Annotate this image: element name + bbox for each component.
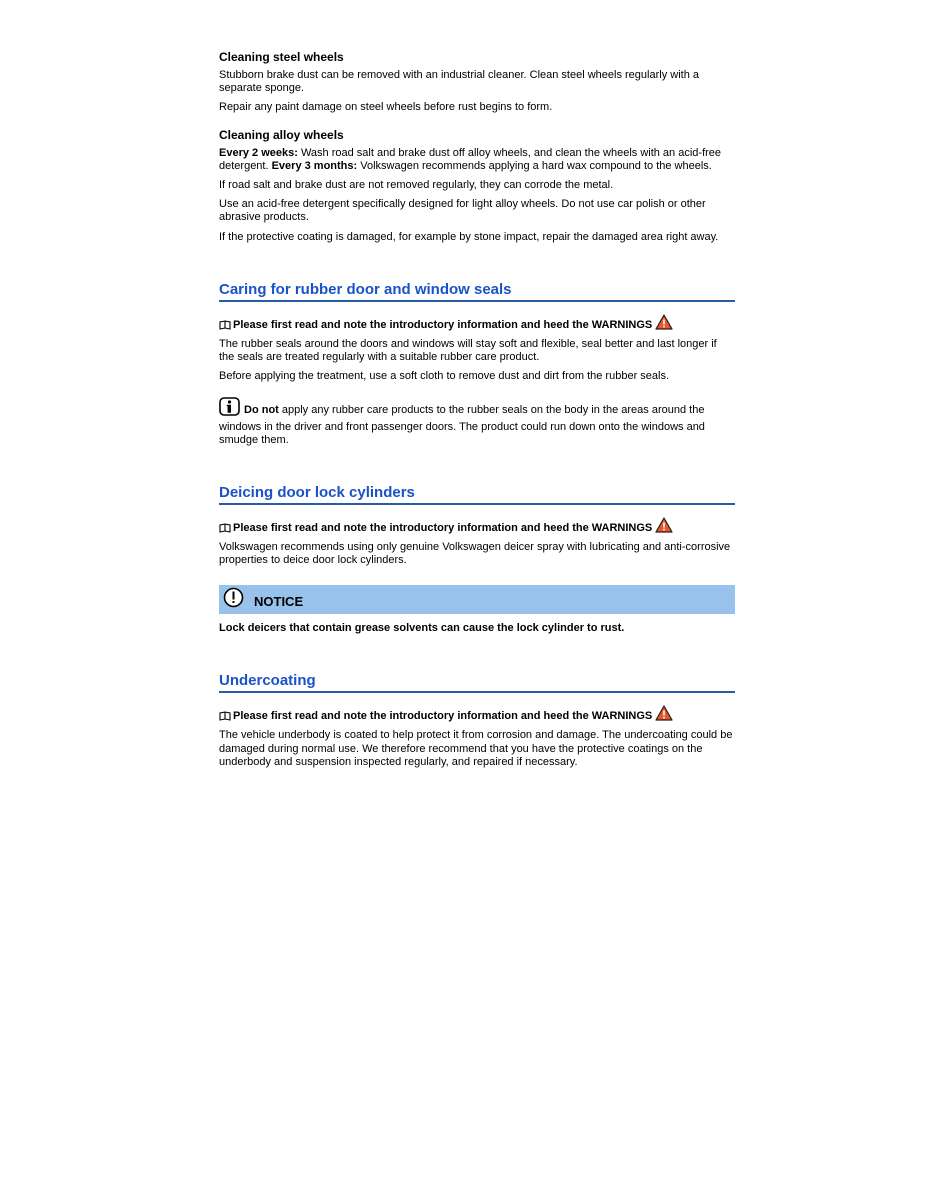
warning-triangle-icon xyxy=(655,705,673,726)
paragraph xyxy=(219,338,735,364)
paragraph xyxy=(219,69,735,95)
text-run: If road salt and brake dust are not removed regularly, they can corrode the metal. xyxy=(219,179,614,192)
warning-triangle-icon xyxy=(655,314,673,335)
bold-run: Every 3 months: xyxy=(271,159,358,172)
text-run: Repair any paint damage on steel wheels before rust begins to form. xyxy=(219,101,553,114)
text-run: Volkswagen recommends applying a hard wax compound to the wheels. xyxy=(357,159,712,172)
text-run: Before applying the treatment, use a soft cloth to remove dust and dirt from the rubber seals. xyxy=(219,370,670,383)
exclamation-circle-icon xyxy=(223,587,244,613)
paragraph xyxy=(219,370,735,383)
open-book-icon xyxy=(219,522,231,538)
notice-box xyxy=(219,585,735,614)
reference-text: Please first read and note the introductory information and heed the WARNINGS xyxy=(233,318,653,331)
steel-wheels-body xyxy=(219,69,735,115)
text-run: If the protective coating is damaged, for example by stone impact, repair the damaged area right away. xyxy=(219,230,719,243)
reference-text: Please first read and note the introductory information and heed the WARNINGS xyxy=(233,710,653,723)
text-run: Wash road salt and brake dust off alloy wheels, and clean the wheels with an acid-free detergent. xyxy=(219,146,722,172)
rubber-seals-heading: Caring for rubber door and window seals xyxy=(219,280,735,302)
warning-triangle-icon xyxy=(655,517,673,538)
info-icon xyxy=(219,397,240,420)
paragraph xyxy=(219,541,735,567)
undercoating-heading: Undercoating xyxy=(219,671,735,693)
open-book-icon xyxy=(219,319,231,335)
warnings-reference[interactable] xyxy=(219,314,735,335)
paragraph xyxy=(219,147,735,173)
notice-title: NOTICE xyxy=(254,594,304,610)
text-run: The vehicle underbody is coated to help protect it from corrosion and damage. The undercoating could be damaged during normal use. We therefore recommend that you have the protective coatings on the underbody and suspension inspected regularly, and repaired if necessary. xyxy=(219,729,733,768)
paragraph xyxy=(219,198,735,224)
steel-wheels-heading: Cleaning steel wheels xyxy=(219,50,344,64)
info-note xyxy=(219,397,735,447)
alloy-wheels-heading: Cleaning alloy wheels xyxy=(219,127,344,142)
text-run: The rubber seals around the doors and windows will stay soft and flexible, seal better and last longer if the seals are treated regularly with a suitable rubber care product. xyxy=(219,337,717,364)
paragraph xyxy=(219,101,735,114)
text-run: apply any rubber care products to the rubber seals on the body in the areas around the windows in the driver and front passenger doors. The product could run down onto the windows and smudge them. xyxy=(219,404,705,446)
paragraph xyxy=(219,231,735,244)
notice-text: Lock deicers that contain grease solvents can cause the lock cylinder to rust. xyxy=(219,622,625,635)
text-run: Use an acid-free detergent specifically designed for light alloy wheels. Do not use car polish or other abrasive products. xyxy=(219,198,706,224)
bold-run: Every 2 weeks: xyxy=(219,146,298,159)
paragraph xyxy=(219,179,735,192)
open-book-icon xyxy=(219,710,231,726)
warnings-reference[interactable] xyxy=(219,517,735,538)
bold-run: Do not xyxy=(244,404,279,417)
text-run: Stubborn brake dust can be removed with an industrial cleaner. Clean steel wheels regularly with a separate sponge. xyxy=(219,69,699,95)
manual-page xyxy=(219,50,735,775)
paragraph xyxy=(219,729,735,769)
alloy-wheels-body xyxy=(219,147,735,244)
warnings-reference[interactable] xyxy=(219,705,735,726)
text-run: Volkswagen recommends using only genuine Volkswagen deicer spray with lubricating and anti-corrosive properties to deice door lock cylinders. xyxy=(219,541,731,567)
reference-text: Please first read and note the introductory information and heed the WARNINGS xyxy=(233,522,653,535)
deicing-heading: Deicing door lock cylinders xyxy=(219,483,735,505)
